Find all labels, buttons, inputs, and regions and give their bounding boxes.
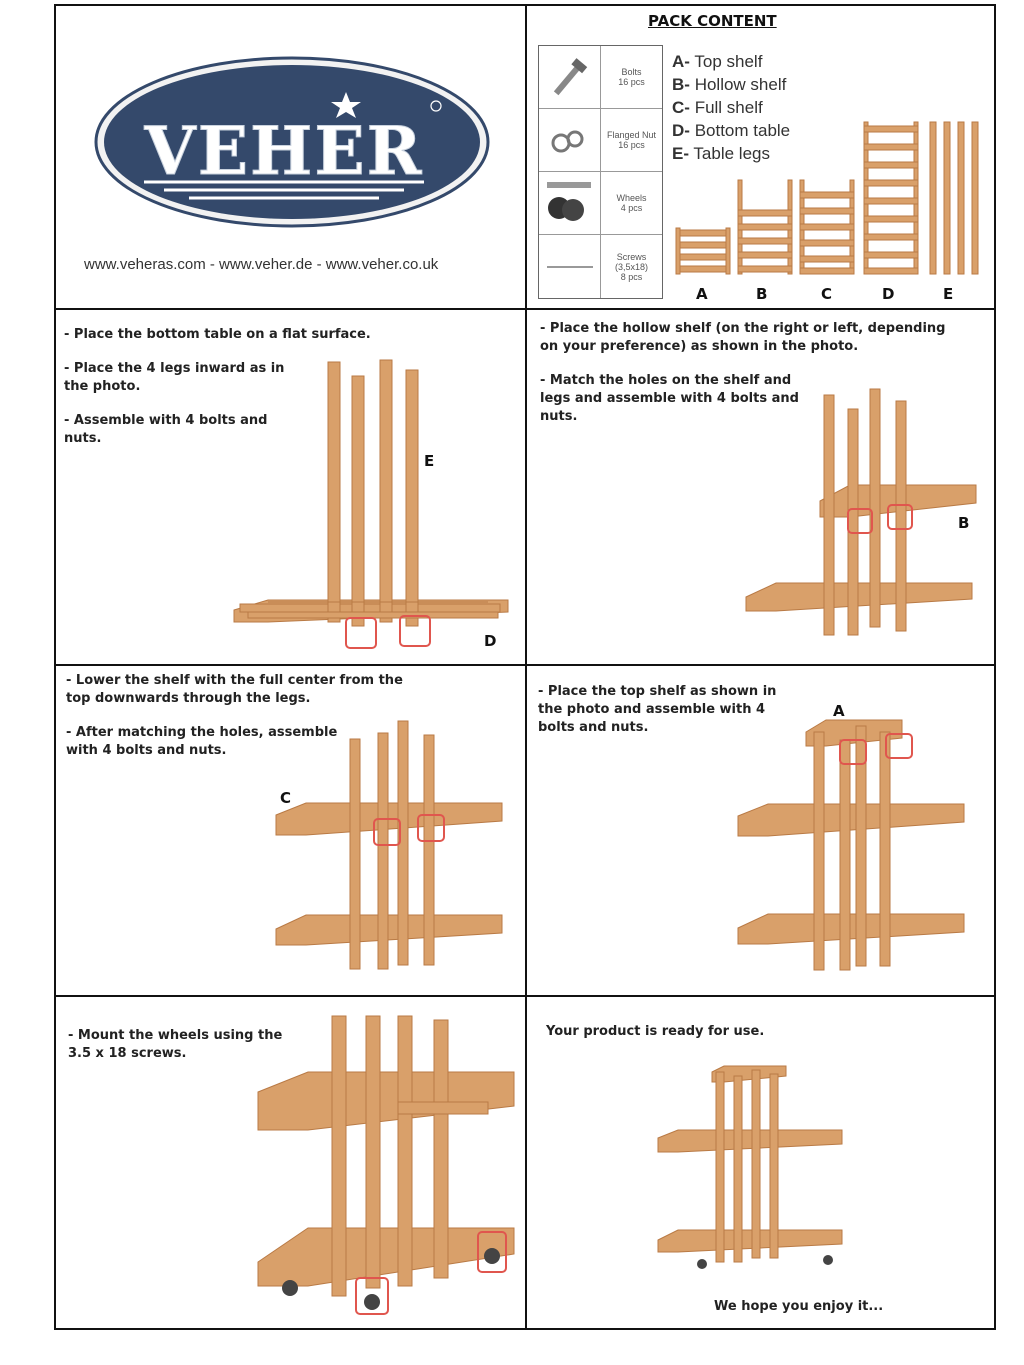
hardware-qty: 16 pcs: [618, 140, 645, 150]
part-item: A- Top shelf: [672, 52, 763, 71]
hardware-table: [538, 45, 663, 299]
grid-divider-vertical: [525, 4, 527, 1330]
hardware-row: [539, 46, 662, 109]
hardware-row: [539, 172, 662, 235]
parts-illustration: [670, 118, 990, 278]
part-label: D: [484, 632, 497, 650]
step-text: - Lower the shelf with the full center from the top downwards through the legs.: [66, 673, 403, 706]
grid-divider-2: [54, 664, 996, 666]
hardware-row: [539, 109, 662, 172]
enjoy-text: We hope you enjoy it...: [714, 1299, 884, 1314]
step-2-illustration: [740, 385, 980, 635]
hardware-name: Flanged Nut: [606, 130, 657, 140]
veher-logo: [94, 56, 494, 236]
step-5-illustration: [248, 1010, 518, 1330]
part-letter: E: [943, 285, 954, 303]
hardware-name: Screws (3,5x18): [614, 251, 649, 272]
part-letter: C: [821, 285, 833, 303]
step-text: - Place the bottom table on a flat surface.: [64, 327, 371, 342]
hardware-name: Bolts: [621, 67, 642, 77]
part-label: E: [424, 452, 435, 470]
hardware-qty: 16 pcs: [618, 77, 645, 87]
hardware-row: [539, 235, 662, 298]
part-item: E- Table legs: [672, 144, 770, 163]
screw-icon: [539, 235, 601, 298]
step-4-illustration: [732, 712, 972, 982]
part-label: B: [958, 514, 970, 532]
step-text: - Assemble with 4 bolts and nuts.: [64, 413, 268, 446]
svg-text:VEHER: VEHER: [144, 112, 424, 190]
grid-divider-1: [54, 308, 996, 310]
website-urls: www.veheras.com - www.veher.de - www.veher.co.uk: [84, 256, 439, 273]
part-item: C- Full shelf: [672, 98, 763, 117]
part-label: A: [833, 702, 845, 720]
step-text: - Mount the wheels using the 3.5 x 18 screws.: [68, 1028, 283, 1061]
part-item: D- Bottom table: [672, 121, 791, 140]
part-letter: A: [696, 285, 708, 303]
step-text: - Place the 4 legs inward as in the photo.: [64, 361, 285, 394]
grid-divider-3: [54, 995, 996, 997]
step-1-illustration: [228, 350, 518, 650]
step-3-illustration: [270, 715, 510, 975]
hardware-name: Wheels: [616, 193, 647, 203]
ready-text: Your product is ready for use.: [546, 1024, 765, 1039]
pack-content-title: PACK CONTENT: [648, 12, 777, 30]
step-text: - Place the hollow shelf (on the right or left, depending on your preference) as shown in the photo.: [540, 321, 946, 354]
hardware-qty: 4 pcs: [620, 203, 643, 213]
part-label: C: [280, 789, 292, 807]
final-product-illustration: [654, 1066, 854, 1286]
part-item: B- Hollow shelf: [672, 75, 787, 94]
logo-cell: [56, 6, 525, 308]
nut-icon: [539, 109, 601, 171]
step-text: - Place the top shelf as shown in the photo and assemble with 4 bolts and nuts.: [538, 684, 777, 735]
step-text: - Match the holes on the shelf and legs and assemble with 4 bolts and nuts.: [540, 373, 799, 424]
step-text: - After matching the holes, assemble with 4 bolts and nuts.: [66, 725, 338, 758]
part-letter: D: [882, 285, 895, 303]
hardware-qty: 8 pcs: [620, 271, 643, 282]
part-letter: B: [756, 285, 768, 303]
wheel-icon: [539, 172, 601, 234]
bolt-icon: [539, 46, 601, 108]
